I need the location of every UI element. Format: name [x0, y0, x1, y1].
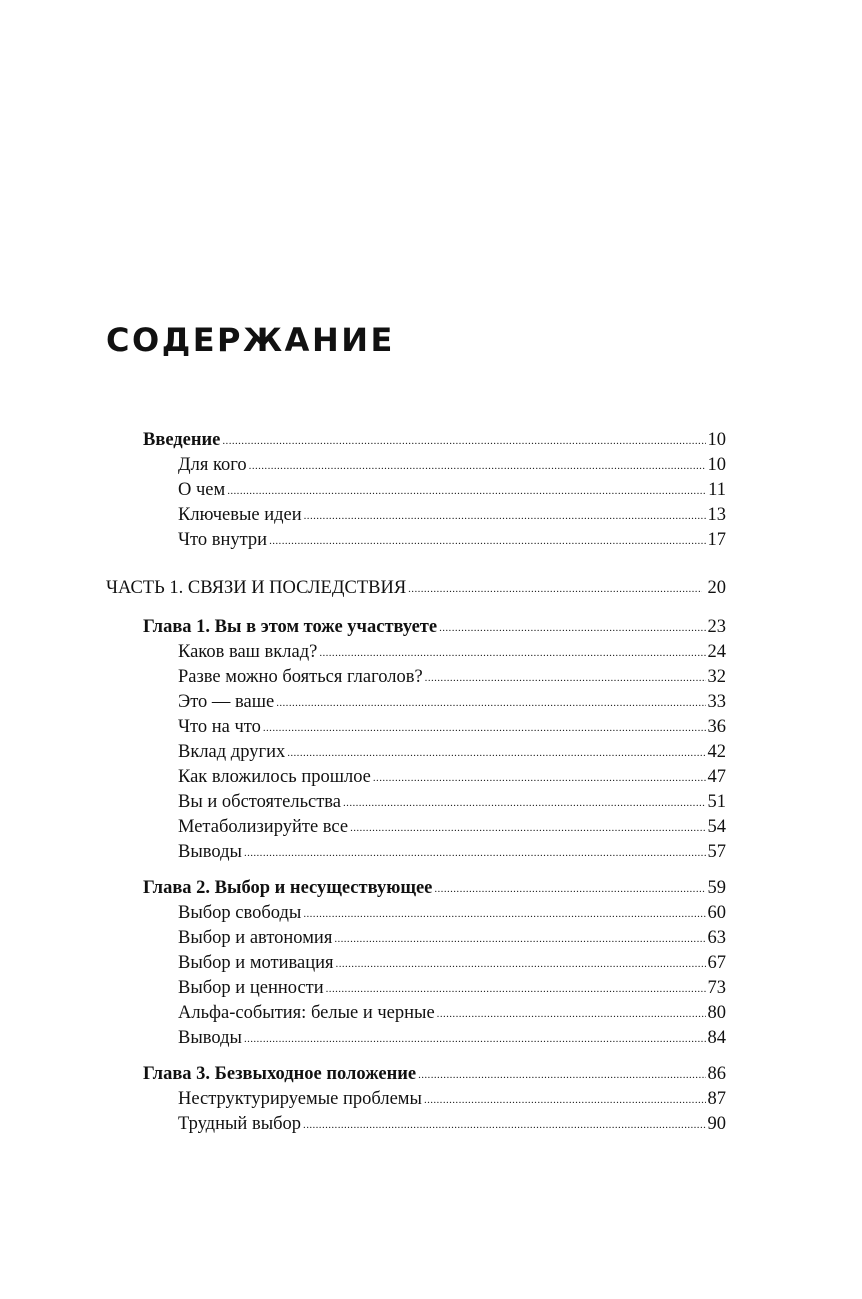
toc-subentry[interactable]: [0, 478, 726, 503]
toc-entry-chapter-2[interactable]: [0, 876, 726, 901]
toc-page-number: 86: [707, 1064, 726, 1084]
toc-page-number: 10: [707, 455, 726, 475]
toc-entry-label: Вклад других: [178, 742, 286, 762]
toc-entry-chapter-1[interactable]: [0, 615, 726, 640]
toc-entry-label: Выбор и мотивация: [178, 953, 334, 973]
toc-page-number: 47: [707, 767, 726, 787]
dot-leader: [425, 666, 706, 691]
toc-page-number: 87: [707, 1089, 726, 1109]
toc-subentry[interactable]: [0, 815, 726, 840]
dot-leader: [350, 816, 705, 841]
page-title: СОДЕРЖАНИЕ: [106, 321, 395, 359]
toc-entry-label: Разве можно бояться глаголов?: [178, 667, 423, 687]
dot-leader: [249, 454, 706, 479]
toc-page-number: 32: [707, 667, 726, 687]
table-of-contents: [0, 428, 862, 1137]
toc-page-number: 90: [707, 1114, 726, 1134]
toc-entry-label: Глава 3. Безвыходное положение: [143, 1064, 417, 1084]
toc-entry-label: Что на что: [178, 717, 261, 737]
toc-page-number: 24: [707, 642, 726, 662]
toc-subentry[interactable]: [0, 951, 726, 976]
dot-leader: [303, 1113, 705, 1138]
dot-leader: [263, 716, 706, 741]
dot-leader: [222, 429, 705, 454]
dot-leader: [424, 1088, 706, 1113]
toc-entry-label: Что внутри: [178, 530, 268, 550]
dot-leader: [434, 877, 705, 902]
toc-page-number: 59: [707, 878, 726, 898]
toc-subentry[interactable]: [0, 840, 726, 865]
toc-subentry[interactable]: [0, 926, 726, 951]
toc-entry-label: Как вложилось прошлое: [178, 767, 371, 787]
toc-entry-label: Выбор свободы: [178, 903, 302, 923]
toc-page-number: 57: [707, 842, 726, 862]
dot-leader: [334, 927, 705, 952]
dot-leader: [304, 504, 706, 529]
toc-subentry[interactable]: [0, 1112, 726, 1137]
toc-subentry[interactable]: [0, 665, 726, 690]
toc-page-number: 60: [707, 903, 726, 923]
toc-entry-label: Вы и обстоятельства: [178, 792, 342, 812]
toc-entry-label: О чем: [178, 480, 226, 500]
dot-leader: [418, 1063, 705, 1088]
toc-subentry[interactable]: [0, 1087, 726, 1112]
toc-page-number: 10: [707, 430, 726, 450]
toc-entry-label: Для кого: [178, 455, 247, 475]
toc-subentry[interactable]: [0, 1026, 726, 1051]
toc-subentry[interactable]: [0, 715, 726, 740]
toc-subentry[interactable]: [0, 765, 726, 790]
dot-leader: [326, 977, 706, 1002]
spacer: [0, 865, 862, 876]
toc-entry-label: Неструктурируемые проблемы: [178, 1089, 422, 1109]
toc-entry-part-1[interactable]: [0, 576, 726, 601]
dot-leader: [439, 616, 705, 641]
toc-entry-label: Выводы: [178, 1028, 242, 1048]
dot-leader: [303, 902, 705, 927]
toc-entry-label: Это — ваше: [178, 692, 275, 712]
dot-leader: [244, 841, 706, 866]
toc-subentry[interactable]: [0, 690, 726, 715]
dot-leader: [343, 791, 705, 816]
toc-page-number: 80: [707, 1003, 726, 1023]
toc-page-number: 13: [707, 505, 726, 525]
toc-entry-label: Трудный выбор: [178, 1114, 302, 1134]
toc-page-number: 63: [707, 928, 726, 948]
spacer: [0, 553, 862, 576]
toc-entry-label: Глава 2. Выбор и несуществующее: [143, 878, 433, 898]
toc-page-number: 17: [707, 530, 726, 550]
toc-page-number: 23: [707, 617, 726, 637]
spacer: [0, 1051, 862, 1062]
dot-leader: [269, 529, 705, 554]
toc-entry-chapter-3[interactable]: [0, 1062, 726, 1087]
toc-page-number: 20: [707, 578, 726, 598]
dot-leader: [408, 577, 701, 602]
toc-subentry[interactable]: [0, 976, 726, 1001]
dot-leader: [287, 741, 705, 766]
toc-entry-label: Альфа-события: белые и черные: [178, 1003, 435, 1023]
toc-entry-label: Выводы: [178, 842, 242, 862]
toc-entry-label: Глава 1. Вы в этом тоже участвуете: [143, 617, 438, 637]
toc-subentry[interactable]: [0, 740, 726, 765]
toc-subentry[interactable]: [0, 640, 726, 665]
dot-leader: [276, 691, 705, 716]
toc-page-number: 54: [707, 817, 726, 837]
toc-entry-introduction[interactable]: [0, 428, 726, 453]
dot-leader: [244, 1027, 706, 1052]
dot-leader: [319, 641, 705, 666]
toc-entry-label: ЧАСТЬ 1. СВЯЗИ И ПОСЛЕДСТВИЯ: [106, 578, 407, 598]
spacer: [0, 601, 862, 615]
dot-leader: [336, 952, 706, 977]
toc-entry-label: Каков ваш вклад?: [178, 642, 318, 662]
toc-entry-label: Выбор и ценности: [178, 978, 324, 998]
toc-page-number: 73: [707, 978, 726, 998]
toc-subentry[interactable]: [0, 503, 726, 528]
toc-page-number: 36: [707, 717, 726, 737]
toc-subentry[interactable]: [0, 528, 726, 553]
toc-subentry[interactable]: [0, 453, 726, 478]
toc-page-number: 33: [707, 692, 726, 712]
toc-subentry[interactable]: [0, 790, 726, 815]
toc-entry-label: Выбор и автономия: [178, 928, 333, 948]
toc-page-number: 11: [708, 480, 726, 500]
toc-page-number: 51: [707, 792, 726, 812]
toc-entry-label: Введение: [143, 430, 221, 450]
toc-page-number: 67: [707, 953, 726, 973]
toc-page-number: 42: [707, 742, 726, 762]
toc-subentry[interactable]: [0, 901, 726, 926]
dot-leader: [373, 766, 706, 791]
toc-entry-label: Метаболизируйте все: [178, 817, 349, 837]
toc-subentry[interactable]: [0, 1001, 726, 1026]
toc-page-number: 84: [707, 1028, 726, 1048]
dot-leader: [437, 1002, 706, 1027]
dot-leader: [227, 479, 706, 504]
toc-entry-label: Ключевые идеи: [178, 505, 302, 525]
